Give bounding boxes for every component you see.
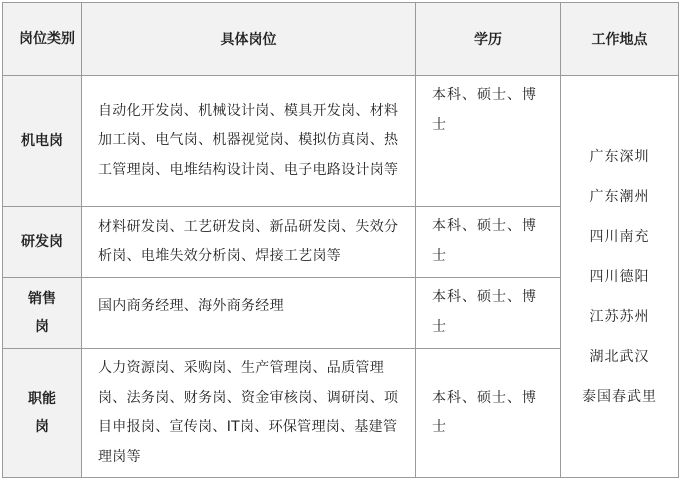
header-location: 工作地点 (561, 3, 679, 76)
education-text: 本科、硕士、博士 (432, 87, 537, 133)
location-item: 广东深圳 (589, 148, 650, 165)
positions-cell: 自动化开发岗、机械设计岗、模具开发岗、材料加工岗、电气岗、机器视觉岗、模拟仿真岗、热工管理岗、电堆结构设计岗、电子电路设计岗等 (82, 76, 416, 207)
location-item: 四川南充 (589, 228, 650, 245)
education-cell (416, 76, 561, 207)
education-text: 本科、硕士、博士 (432, 289, 537, 335)
recruitment-table-container (2, 2, 678, 478)
location-item: 泰国春武里 (582, 388, 657, 405)
location-item: 广东潮州 (589, 188, 650, 205)
positions-text: 国内商务经理、海外商务经理 (98, 298, 284, 314)
positions-cell: 材料研发岗、工艺研发岗、新品研发岗、失效分析岗、电堆失效分析岗、焊接工艺岗等 (82, 207, 416, 278)
education-text: 本科、硕士、博士 (432, 218, 537, 264)
location-cell (561, 76, 679, 478)
category-cell: 机电岗 (3, 76, 82, 207)
header-positions: 具体岗位 (82, 3, 416, 76)
education-cell (416, 278, 561, 349)
category-text: 销售岗 (28, 291, 56, 335)
positions-cell: 人力资源岗、采购岗、生产管理岗、品质管理岗、法务岗、财务岗、资金审核岗、调研岗、项目申报岗、宣传岗、IT岗、环保管理岗、基建管理岗等 (82, 349, 416, 478)
category-cell (3, 349, 82, 478)
header-education: 学历 (416, 3, 561, 76)
education-text: 本科、硕士、博士 (432, 389, 537, 435)
recruitment-table (2, 2, 679, 478)
table-header-row (3, 3, 679, 76)
location-item: 江苏苏州 (589, 308, 650, 325)
category-text: 职能岗 (28, 391, 56, 435)
education-cell (416, 349, 561, 478)
positions-cell (82, 278, 416, 349)
education-cell (416, 207, 561, 278)
category-cell: 研发岗 (3, 207, 82, 278)
category-cell (3, 278, 82, 349)
header-category: 岗位类别 (3, 3, 82, 76)
table-row (3, 76, 679, 207)
location-item: 湖北武汉 (589, 348, 650, 365)
location-item: 四川德阳 (589, 268, 650, 285)
